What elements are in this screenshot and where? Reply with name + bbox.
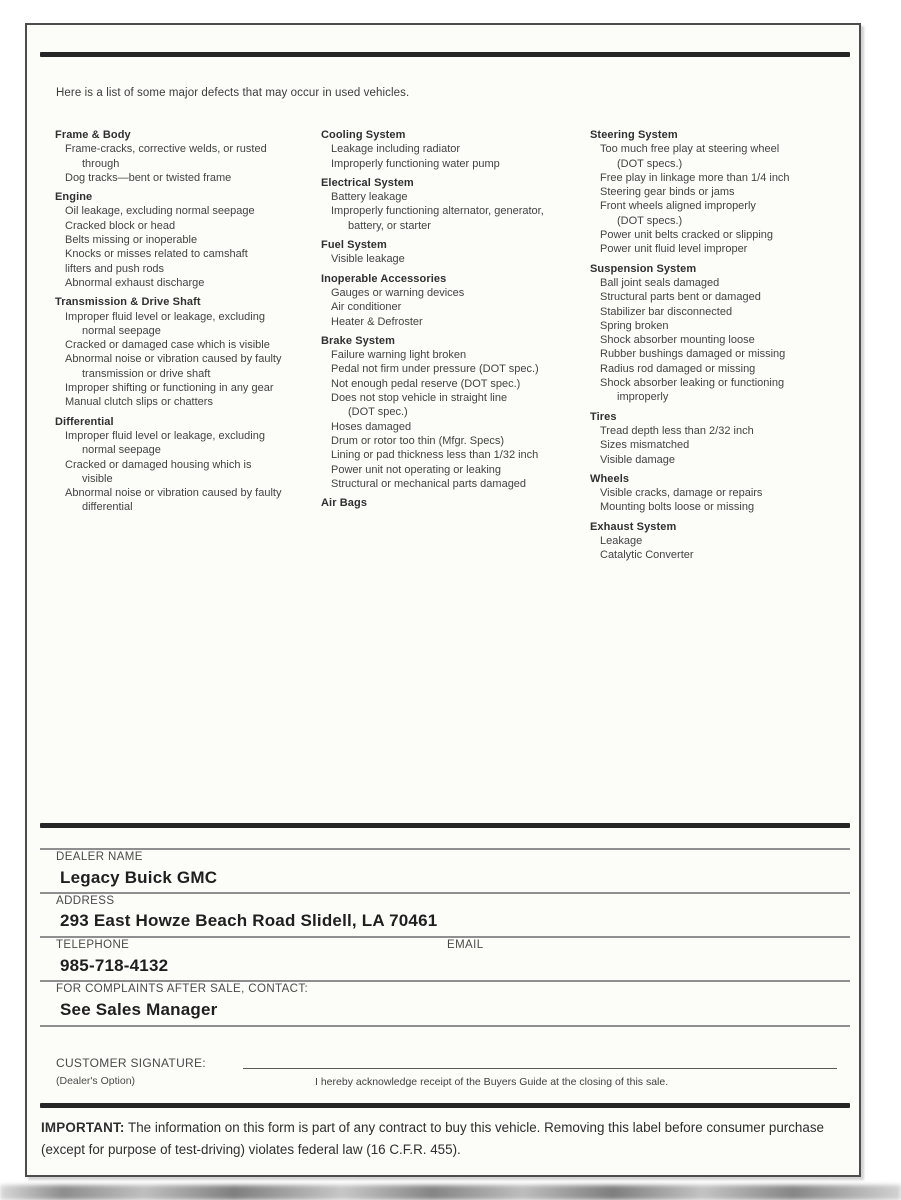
defect-item: Knocks or misses related to camshaft (65, 248, 248, 261)
defect-item: Power unit belts cracked or slipping (600, 229, 774, 242)
defect-item: Manual clutch slips or chatters (65, 396, 213, 409)
defect-item: Air conditioner (331, 301, 402, 314)
dealer-name-value: Legacy Buick GMC (60, 868, 218, 887)
defect-item: normal seepage (82, 444, 161, 457)
defect-item: Stabilizer bar disconnected (600, 305, 733, 318)
acknowledgement-text: I hereby acknowledge receipt of the Buyers Guide at the closing of this sale. (315, 1076, 669, 1088)
defect-item: differential (82, 501, 133, 514)
signature-line (243, 1068, 837, 1069)
defect-item: Improper fluid level or leakage, excluding (65, 429, 265, 442)
defect-item: Power unit fluid level improper (600, 243, 748, 256)
defect-item: Improper fluid level or leakage, excluding (65, 310, 265, 323)
defect-item: Structural or mechanical parts damaged (331, 477, 527, 490)
defect-section-heading: Air Bags (321, 497, 368, 510)
defect-item: Power unit not operating or leaking (331, 463, 501, 476)
address-label: ADDRESS (56, 895, 115, 907)
defects-column-2 (321, 128, 583, 510)
defect-section-heading: Brake System (321, 334, 395, 347)
defect-item: Lining or pad thickness less than 1/32 inch (331, 449, 539, 462)
defect-item: Free play in linkage more than 1/4 inch (600, 171, 790, 184)
important-text: The information on this form is part of any contract to buy this vehicle. Removing this label before consumer purchase (except for purpose of test-driving) violates federal law (16 C.F.R. 455). (41, 1120, 824, 1157)
defect-item: (DOT specs.) (617, 214, 683, 227)
defects-column-3 (590, 128, 852, 563)
defect-item: Structural parts bent or damaged (600, 291, 761, 304)
defect-item: Abnormal exhaust discharge (65, 276, 205, 289)
scan-artifact-band (0, 1185, 901, 1200)
defect-item: Visible cracks, damage or repairs (600, 487, 763, 500)
defect-item: Too much free play at steering wheel (600, 143, 780, 156)
divider (40, 1025, 850, 1027)
defect-item: Visible leakage (331, 253, 405, 266)
defect-item: battery, or starter (348, 219, 431, 232)
defect-section-heading: Transmission & Drive Shaft (55, 296, 201, 309)
defect-item: Rubber bushings damaged or missing (600, 348, 786, 361)
defects-column-1 (55, 128, 317, 515)
defect-section-heading: Engine (55, 191, 93, 204)
telephone-label: TELEPHONE (56, 939, 130, 951)
intro-text: Here is a list of some major defects that may occur in used vehicles. (56, 87, 410, 99)
defect-item: Steering gear binds or jams (600, 186, 735, 199)
defect-item: Hoses damaged (331, 420, 412, 433)
defect-item: normal seepage (82, 324, 161, 337)
defect-item: Improperly functioning alternator, generator, (331, 205, 544, 218)
defect-section-heading: Fuel System (321, 239, 387, 252)
defect-item: Leakage (600, 535, 643, 548)
defect-item: Improperly functioning water pump (331, 157, 500, 170)
address-value: 293 East Howze Beach Road Slidell, LA 70461 (60, 911, 438, 930)
defect-item: Does not stop vehicle in straight line (331, 392, 508, 405)
defect-section-heading: Tires (590, 410, 617, 423)
defect-item: Radius rod damaged or missing (600, 362, 756, 375)
defect-item: Cracked or damaged case which is visible (65, 339, 270, 352)
defect-item: Battery leakage (331, 191, 408, 204)
defect-section-heading: Differential (55, 415, 114, 428)
defect-item: Drum or rotor too thin (Mfgr. Specs) (331, 434, 504, 447)
defect-item: Pedal not firm under pressure (DOT spec.) (331, 363, 539, 376)
defect-item: Front wheels aligned improperly (600, 200, 756, 213)
defect-item: Sizes mismatched (600, 439, 690, 452)
defect-item: Visible damage (600, 453, 676, 466)
defect-item: Frame-cracks, corrective welds, or rusted (65, 143, 267, 156)
defect-item: Catalytic Converter (600, 549, 694, 562)
defect-item: (DOT specs.) (617, 157, 683, 170)
middle-divider-bar (40, 823, 850, 828)
defect-item: Spring broken (600, 319, 669, 332)
divider (40, 848, 850, 850)
defect-item: Shock absorber mounting loose (600, 334, 755, 347)
defect-item: through (82, 157, 120, 170)
defect-item: Gauges or warning devices (331, 286, 465, 299)
defect-item: Cracked or damaged housing which is (65, 458, 252, 471)
defect-item: (DOT spec.) (348, 406, 408, 419)
defect-item: Failure warning light broken (331, 349, 467, 362)
important-label: IMPORTANT: (41, 1120, 125, 1135)
defect-item: Mounting bolts loose or missing (600, 501, 755, 514)
defect-section-heading: Frame & Body (55, 129, 131, 141)
divider (40, 892, 850, 894)
defect-section-heading: Inoperable Accessories (321, 272, 447, 285)
defect-section-heading: Suspension System (590, 262, 697, 275)
defect-item: Abnormal noise or vibration caused by faulty (65, 353, 282, 366)
defect-item: Tread depth less than 2/32 inch (600, 424, 754, 437)
defect-item: visible (82, 472, 113, 485)
defect-item: improperly (617, 391, 669, 404)
defect-item: Ball joint seals damaged (600, 276, 720, 289)
defect-item: Not enough pedal reserve (DOT spec.) (331, 377, 521, 390)
defect-item: Cracked block or head (65, 219, 176, 232)
defect-item: Leakage including radiator (331, 143, 461, 156)
dealer-name-label: DEALER NAME (56, 851, 143, 863)
complaints-contact-value: See Sales Manager (60, 1000, 218, 1019)
dealers-option-note: (Dealer's Option) (56, 1075, 136, 1087)
bottom-divider-bar (40, 1103, 850, 1108)
defect-item: Oil leakage, excluding normal seepage (65, 205, 255, 218)
defect-item: Shock absorber leaking or functioning (600, 377, 785, 390)
top-divider-bar (40, 52, 850, 57)
defect-item: Abnormal noise or vibration caused by faulty (65, 487, 282, 500)
defect-section-heading: Electrical System (321, 176, 414, 189)
defect-section-heading: Exhaust System (590, 520, 677, 533)
defect-item: Dog tracks—bent or twisted frame (65, 171, 232, 184)
defect-item: Belts missing or inoperable (65, 234, 198, 247)
complaints-label: FOR COMPLAINTS AFTER SALE, CONTACT: (56, 983, 309, 995)
email-label: EMAIL (447, 939, 484, 951)
important-notice (41, 1117, 847, 1161)
form-page (25, 23, 861, 1177)
defect-section-heading: Cooling System (321, 129, 406, 141)
customer-signature-label: CUSTOMER SIGNATURE: (56, 1056, 206, 1070)
divider (40, 980, 850, 982)
defect-section-heading: Wheels (590, 472, 630, 485)
defect-item: Improper shifting or functioning in any gear (65, 382, 274, 395)
defect-item: Heater & Defroster (331, 315, 423, 328)
defect-section-heading: Steering System (590, 129, 678, 141)
defect-item: transmission or drive shaft (82, 367, 211, 380)
divider (40, 936, 850, 938)
defect-item: lifters and push rods (65, 262, 165, 275)
telephone-value: 985-718-4132 (60, 956, 169, 975)
